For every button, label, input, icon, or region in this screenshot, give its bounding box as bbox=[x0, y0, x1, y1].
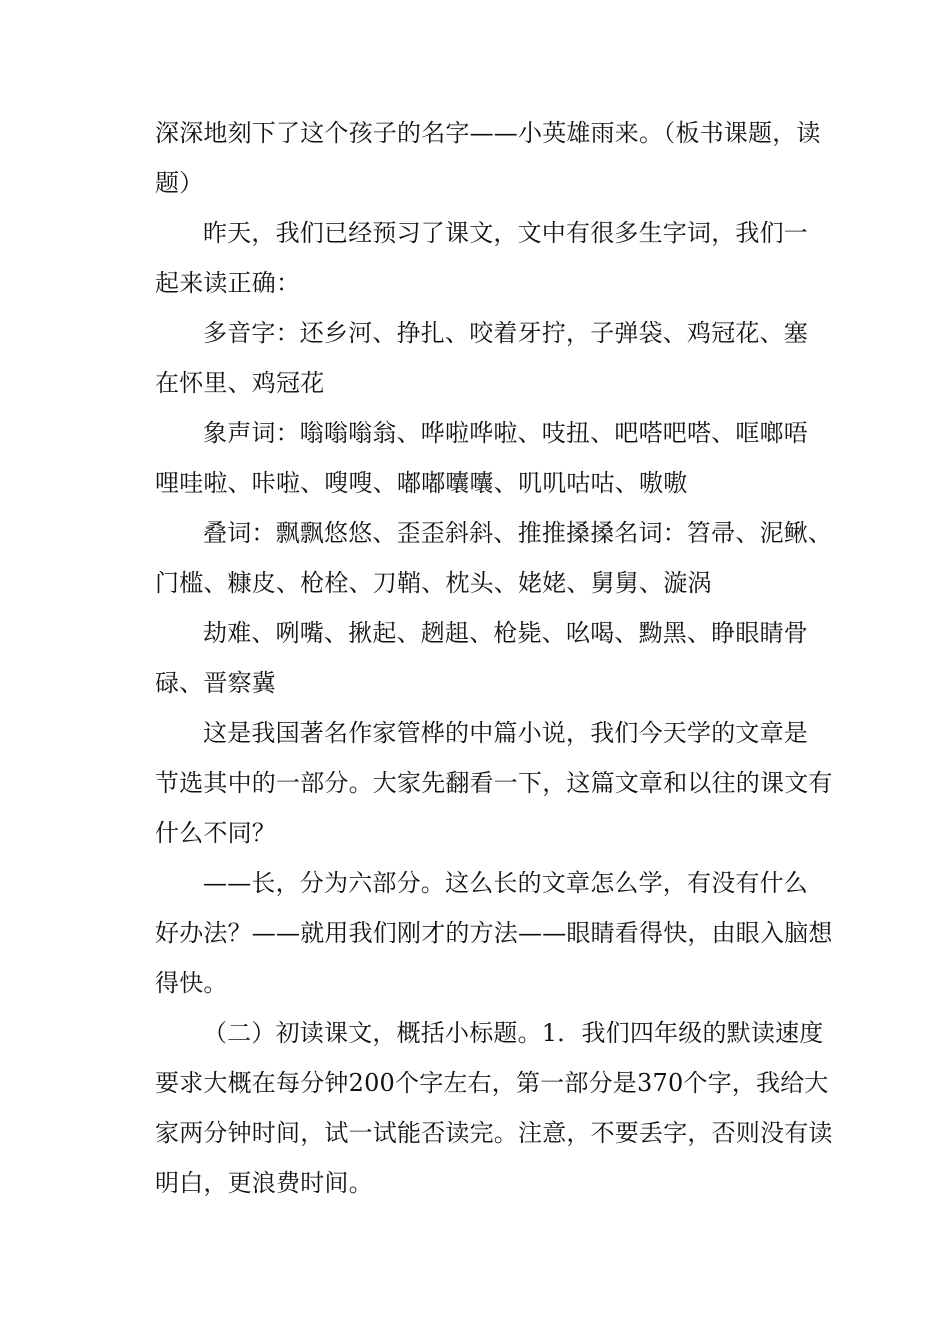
text-line: 昨天，我们已经预习了课文，文中有很多生字词，我们一 bbox=[203, 219, 808, 247]
text-line: 在怀里、鸡冠花 bbox=[155, 369, 325, 397]
text-line: 要求大概在每分钟200个字左右，第一部分是370个字，我给大 bbox=[155, 1069, 829, 1097]
text-line: 节选其中的一部分。大家先翻看一下，这篇文章和以往的课文有 bbox=[155, 769, 833, 797]
text-line: 明白，更浪费时间。 bbox=[155, 1169, 373, 1197]
text-line: 门槛、糠皮、枪栓、刀鞘、枕头、姥姥、舅舅、漩涡 bbox=[155, 569, 712, 597]
text-line: 多音字：还乡河、挣扎、咬着牙拧，子弹袋、鸡冠花、塞 bbox=[203, 319, 808, 347]
text-line: 得快。 bbox=[155, 969, 228, 997]
text-line: 家两分钟时间，试一试能否读完。注意，不要丢字，否则没有读 bbox=[155, 1119, 833, 1147]
text-line: 好办法？——就用我们刚才的方法——眼睛看得快，由眼入脑想 bbox=[155, 919, 833, 947]
text-line: 深深地刻下了这个孩子的名字——小英雄雨来。（板书课题，读 bbox=[155, 119, 821, 147]
text-line: 哩哇啦、咔啦、嗖嗖、嘟嘟囔囔、叽叽咕咕、嗷嗷 bbox=[155, 469, 688, 497]
text-line: 劫难、咧嘴、揪起、趔趄、枪毙、吆喝、黝黑、睁眼睛骨 bbox=[203, 619, 808, 647]
text-line: 什么不同？ bbox=[155, 819, 276, 847]
text-line: （二）初读课文，概括小标题。1．我们四年级的默读速度 bbox=[203, 1019, 824, 1047]
text-line: 象声词：嗡嗡嗡翁、哗啦哗啦、吱扭、吧嗒吧嗒、哐啷唔 bbox=[203, 419, 808, 447]
text-line: 叠词：飘飘悠悠、歪歪斜斜、推推搡搡名词：笤帚、泥鳅、 bbox=[203, 519, 833, 547]
text-line: 题） bbox=[155, 169, 204, 197]
text-line: 这是我国著名作家管桦的中篇小说，我们今天学的文章是 bbox=[203, 719, 808, 747]
text-line: 碌、晋察冀 bbox=[155, 669, 276, 697]
text-line: 起来读正确： bbox=[155, 269, 301, 297]
text-line: ——长，分为六部分。这么长的文章怎么学，有没有什么 bbox=[203, 869, 808, 897]
